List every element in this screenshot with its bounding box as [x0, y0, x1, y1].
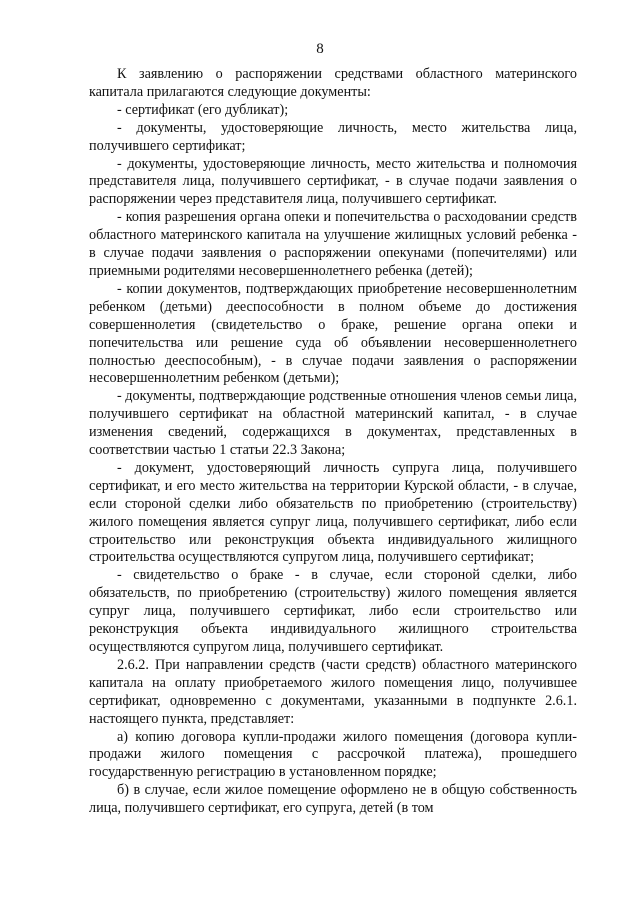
list-item-family-relations: - документы, подтверждающие родственные отношения членов семьи лица, получившего сертификат на областной материнский капитал, - в случае изменения сведений, содержащихся в документах, представленных в соответствии частью 1 статьи 22.3 Закона;	[89, 388, 578, 459]
paragraph-2-6-2: 2.6.2. При направлении средств (части средств) областного материнского капитала на оплату приобретаемого жилого помещения лицо, получившее сертификат, одновременно с документами, указанными в подпункте 2.6.1. настоящего пункта, представляет:	[89, 656, 577, 727]
list-item-minor-capacity: - копии документов, подтверждающих приобретение несовершеннолетним ребенком (детьми) дееспособности в полном объеме до достижения совершеннолетия (свидетельство о браке, решение органа опеки и попечительства или решение суда об объявлении несовершеннолетнего полностью дееспособным), - в случае подачи заявления о распоряжении несовершеннолетним ребенком (детьми);	[89, 280, 577, 387]
subitem-a-sale-contract: а) копию договора купли-продажи жилого помещения (договора купли-продажи жилого помещения с рассрочкой платежа), прошедшего государственную регистрацию в установленном порядке;	[89, 728, 577, 781]
list-item-holder-identity: - документы, удостоверяющие личность, место жительства лица, получившего сертификат;	[89, 119, 577, 154]
list-item-marriage-certificate: - свидетельство о браке - в случае, если стороной сделки, либо обязательств, по приобретению (строительству) жилого помещения является супруг лица, получившего сертификат, либо если строительство или реконструкция объекта индивидуального жилищного строительства осуществляются супругом лица, получившего сертификат.	[89, 567, 577, 655]
list-item-spouse-identity: - документ, удостоверяющий личность супруга лица, получившего сертификат, и его место жительства на территории Курской области, - в случае, если стороной сделки либо обязательств по приобретению (строительству) жилого помещения является супруг лица, получившего сертификат, либо если строительство или реконструкция объекта индивидуального жилищного строительства осуществляются супругом лица, получившего сертификат;	[89, 459, 577, 566]
paragraph-intro: К заявлению о распоряжении средствами областного материнского капитала прилагаются следующие документы:	[89, 66, 577, 100]
list-item-guardianship-permission: - копия разрешения органа опеки и попечительства о расходовании средств областного материнского капитала на улучшение жилищных условий ребенка - в случае подачи заявления о распоряжении опекунами (попечителями) или приемными родителями несовершеннолетнего ребенка (детей);	[89, 209, 577, 279]
subitem-b-ownership: б) в случае, если жилое помещение оформлено не в общую собственность лица, получившего сертификат, его супруга, детей (в том	[89, 782, 577, 817]
list-item-representative-documents: - документы, удостоверяющие личность, место жительства и полномочия представителя лица, получившего сертификат, - в случае подачи заявления о распоряжении через представителя лица, получившего сертификат.	[89, 155, 577, 208]
document-body	[89, 66, 577, 818]
list-item-certificate: - сертификат (его дубликат);	[117, 101, 289, 118]
page-number: 8	[316, 41, 324, 57]
